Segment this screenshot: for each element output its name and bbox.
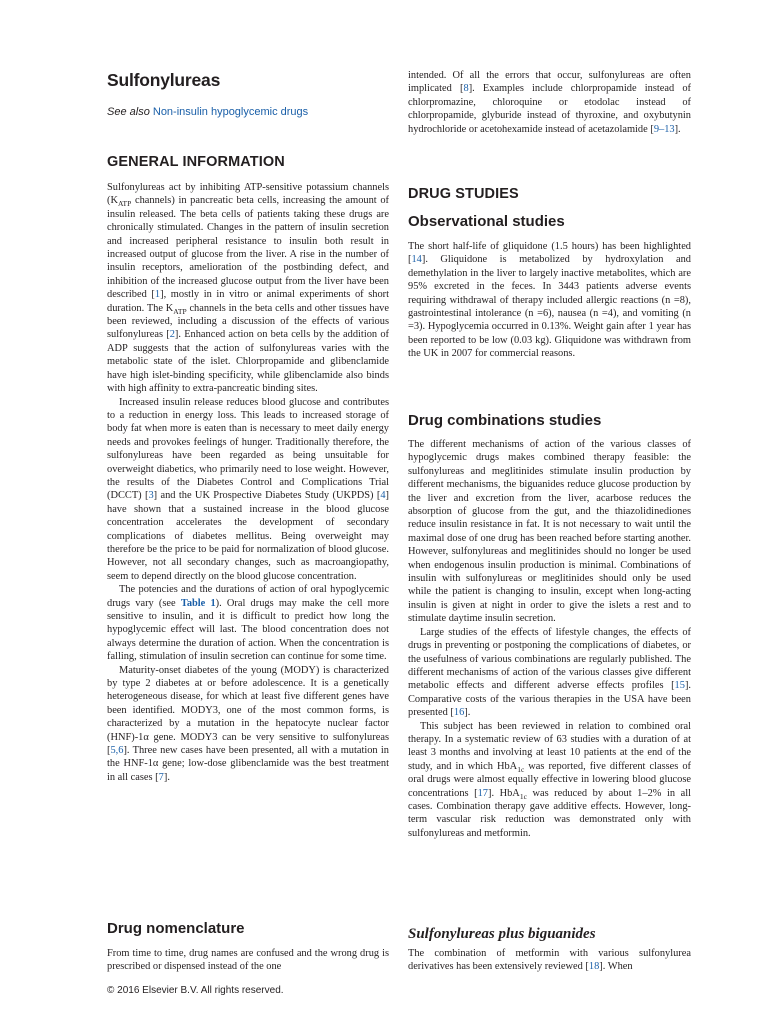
copyright-footer: © 2016 Elsevier B.V. All rights reserved. bbox=[107, 985, 284, 996]
reference-link[interactable]: 8 bbox=[463, 83, 469, 95]
biguanides-body bbox=[408, 947, 691, 974]
see-also-label: See also bbox=[107, 106, 150, 118]
heading-drug-studies: DRUG STUDIES bbox=[408, 186, 519, 202]
reference-link[interactable]: 15 bbox=[674, 680, 685, 692]
heading-drug-nomenclature: Drug nomenclature bbox=[107, 920, 245, 937]
paragraph: Large studies of the effects of lifestyle changes, the effects of drugs in preventing or postponing the complications of diabetes, or the usefulness of various combinations are regularly published. The different mechanisms of action of the various classes give different metabolic effects and different adverse effects profiles [15]. Comparative costs of the various therapies in the USA have been presented [16]. bbox=[408, 626, 691, 719]
heading-general-information: GENERAL INFORMATION bbox=[107, 154, 285, 170]
reference-link[interactable]: 14 bbox=[411, 254, 422, 266]
observational-body bbox=[408, 240, 691, 361]
nomenclature-continued bbox=[408, 69, 691, 136]
heading-sulfonylureas-plus-biguanides: Sulfonylureas plus biguanides bbox=[408, 926, 596, 942]
see-also-line bbox=[107, 106, 308, 118]
paragraph: The short half-life of gliquidone (1.5 hours) has been highlighted [14]. Gliquidone is metabolized by hydroxylation and demethylation in the liver to largely inactive metabolites, which are 95% excreted in the feces. In 3443 patients adverse events requiring withdrawal of therapy included allergic reactions (n =8), gastrointestinal intolerance (n =6), nausea (n =4), and vomiting (n =3). Hypoglycemia occurred in 0.13%. Weight gain after 1 year has been reported to be low (0.03 kg). Gliquidone was withdrawn from the UK in 2007 for commercial reasons. bbox=[408, 241, 691, 360]
paragraph: Increased insulin release reduces blood glucose and contributes to a reduction in energy loss. This leads to increased storage of body fat when more is eaten than is necessary to meet daily energy needs and provokes feelings of hunger. Traditionally therefore, the sulfonylureas have been regarded as being unsuitable for overweight diabetics, who primarily need to lose weight. However, the results of the Diabetes Control and Complications Trial (DCCT) [3] and the UK Prospective Diabetes Study (UKPDS) [4] have shown that a sustained increase in the blood glucose concentration accelerates the development of secondary complications of diabetes mellitus. Being overweight may therefore be the price to be paid for normalization of blood glucose. However, not all secondary changes, such as macroangiopathy, seem to depend directly on the blood glucose concentration. bbox=[107, 396, 389, 582]
heading-drug-combinations: Drug combinations studies bbox=[408, 412, 602, 429]
reference-link[interactable]: 2 bbox=[169, 329, 175, 341]
paragraph: intended. Of all the errors that occur, sulfonylureas are often implicated [8]. Examples include chlorpropamide instead of chlorpromazine, chloroquine or etodolac instead of chlorpropamide, glyburide instead of thyroxine, and oxybutynin hydrochloride or acetohexamide instead of acetazolamide [9–13]. bbox=[408, 70, 691, 135]
table-reference-link[interactable]: Table 1 bbox=[180, 597, 216, 609]
reference-link[interactable]: 17 bbox=[477, 787, 488, 799]
reference-link[interactable]: 16 bbox=[453, 707, 465, 719]
reference-link[interactable]: 5,6 bbox=[110, 745, 124, 757]
paragraph: The potencies and the durations of action of oral hypoglycemic drugs vary (see Table 1). Oral drugs may make the cell more sensitive to insulin, and it is difficult to predict how long the hypoglycemic effect will last. The blood concentration does not always determine the duration of action. When the concentration is falling, stimulation of insulin secretion can continue for some time. bbox=[107, 584, 389, 663]
paragraph: The different mechanisms of action of the various classes of hypoglycemic drugs makes combined therapy feasible: the sulfonylureas and meglitinides stimulate insulin production by different mechanisms, the biguanides reduce glucose production by the liver and excretion from the liver, acarbose reduces the absorption of glucose from the gut, and the thiazolidinediones reduce insulin resistance in fat. It is not necessary to wait until the maximal dose of one drug has been reached before starting another. However, sulfonylureas and meglitinides should no longer be used when endogenous insulin production is minimal. Combinations of insulin with sulfonylureas or meglitinides should only be used while the patient is changing to insulin, except when long-acting insulin is given at night in order to give the islets a rest and to stimulate daytime insulin secretion. bbox=[408, 439, 691, 625]
reference-link[interactable]: 3 bbox=[148, 490, 154, 502]
heading-observational-studies: Observational studies bbox=[408, 213, 565, 230]
paragraph: Maturity-onset diabetes of the young (MODY) is characterized by type 2 diabetes at or before adolescence. It is a genetically heterogeneous disease, for which at least five different genes have been identified. MODY3, one of the most common forms, is characterized by a mutation in the hepatocyte nuclear factor (HNF)-1α gene. MODY3 can be very sensitive to sulfonylureas [5,6]. Three new cases have been presented, all with a mutation in the HNF-1α gene; low-dose glibenclamide was the best treatment in all cases [7]. bbox=[107, 664, 389, 783]
reference-link[interactable]: 4 bbox=[380, 490, 386, 502]
paragraph: This subject has been reviewed in relation to combined oral therapy. In a systematic review of 63 studies with a duration of at least 3 months and involving at least 10 patients at the end of the study, and in which HbA$_{1c}$ was reported, five different classes of oral drugs were almost equally effective in lowering blood glucose concentrations [17]. HbA$_{1c}$ was reduced by about 1–2% in all cases. Combination therapy gave additive effects. However, long-term vascular risk reduction was demonstrated only with sulfonylureas and metformin. bbox=[408, 720, 691, 839]
reference-link[interactable]: 18 bbox=[588, 961, 600, 973]
paragraph: Sulfonylureas act by inhibiting ATP-sensitive potassium channels ($K_{ATP}$ channels) in pancreatic beta cells, increasing the amount of insulin released. The beta cells of patients taking these drugs are chronically stimulated. Changes in the pattern of insulin secretion and increased peripheral resistance to insulin both result in increased output of glucose from the liver. A rise in the number of insulin receptors, amelioration of the postbinding defect, and inhibition of the increased glucose output from the liver have been described [1], mostly in in vitro or animal experiments of short duration. The $K_{ATP}$ channels in the beta cells and other tissues have been reviewed, including a discussion of the effects of various sulfonylureas [2]. Enhanced action on beta cells by the addition of ADP suggests that the action of sulfonylureas varies with the metabolic state of the islet. Chlorpropamide and glibenclamide have high islet-binding specificity, while glibenclamide also binds with high affinity to extra-pancreatic binding sites. bbox=[107, 182, 389, 395]
page-title: Sulfonylureas bbox=[107, 70, 221, 90]
reference-link[interactable]: 7 bbox=[158, 771, 164, 783]
combinations-body bbox=[408, 438, 691, 840]
general-info-body bbox=[107, 181, 389, 784]
nomenclature-body bbox=[107, 947, 389, 974]
paragraph: From time to time, drug names are confused and the wrong drug is prescribed or dispensed instead of the one bbox=[107, 948, 389, 973]
paragraph: The combination of metformin with various sulfonylurea derivatives has been extensively reviewed [18]. When bbox=[408, 948, 691, 973]
see-also-link[interactable]: Non-insulin hypoglycemic drugs bbox=[152, 106, 309, 118]
reference-link[interactable]: 1 bbox=[154, 289, 161, 301]
reference-link[interactable]: 9–13 bbox=[653, 123, 675, 135]
